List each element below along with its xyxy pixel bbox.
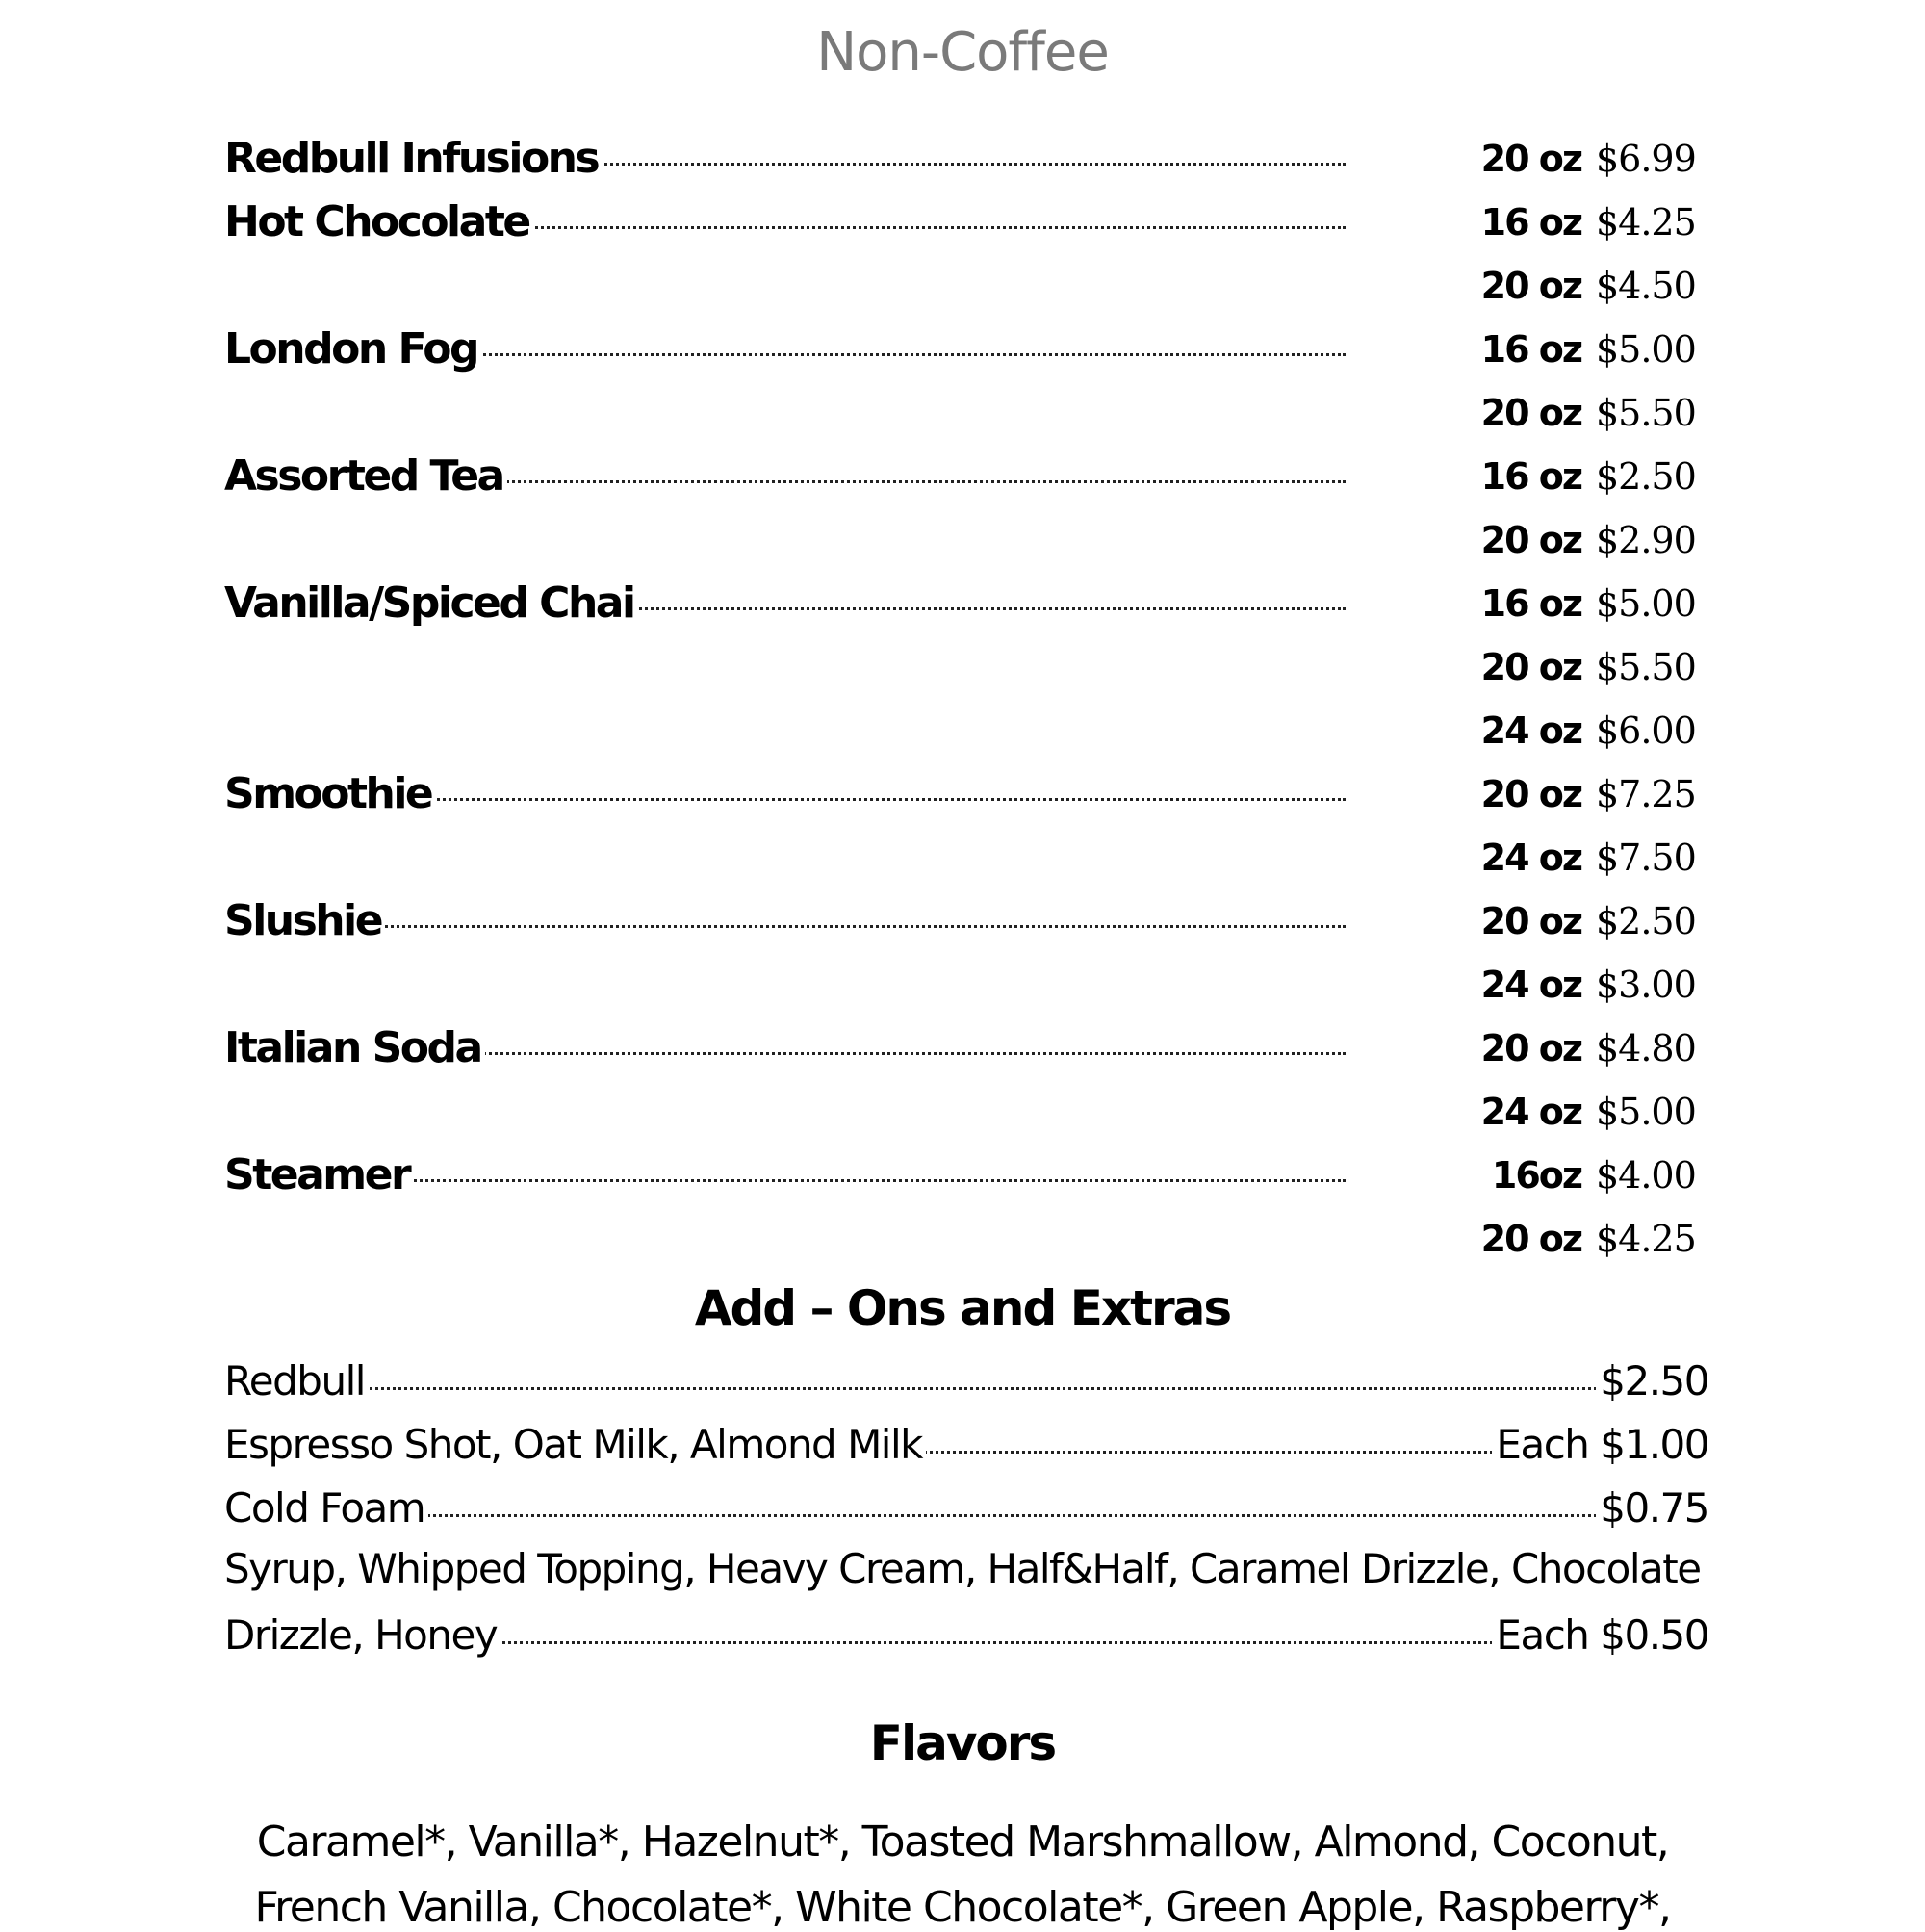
addon-name: Drizzle, Honey xyxy=(224,1607,500,1664)
menu-item-row xyxy=(224,765,1711,823)
menu-item-size: 16 oz xyxy=(1480,582,1581,625)
menu-item-size: 20 oz xyxy=(1480,138,1581,180)
dot-leader xyxy=(224,1387,1708,1390)
menu-item-name: Smoothie xyxy=(224,765,435,823)
menu-item-price: $4.25 xyxy=(1596,201,1696,244)
page-title: Non-Coffee xyxy=(816,21,1109,84)
menu-item-price: $4.50 xyxy=(1596,265,1696,307)
menu-item-size: 16 oz xyxy=(1480,201,1581,244)
menu-item-size-row xyxy=(224,829,1711,887)
menu-item-row xyxy=(224,130,1711,188)
menu-item-size-row xyxy=(224,384,1711,442)
menu-item-price: $3.00 xyxy=(1596,964,1696,1006)
menu-item-size-row xyxy=(224,511,1711,569)
menu-item-size: 20 oz xyxy=(1480,1218,1581,1260)
menu-item-row xyxy=(224,892,1711,950)
addon-price: Each $0.50 xyxy=(1492,1607,1708,1664)
menu-item-name: Vanilla/Spiced Chai xyxy=(224,575,638,632)
addon-name: Redbull xyxy=(224,1352,369,1410)
menu-item-name: Assorted Tea xyxy=(224,448,507,505)
addon-name: Espresso Shot, Oat Milk, Almond Milk xyxy=(224,1416,926,1474)
menu-item-row xyxy=(224,193,1711,251)
addon-name: Cold Foam xyxy=(224,1480,428,1537)
menu-item-price: $5.00 xyxy=(1596,582,1696,625)
menu-item-size: 20 oz xyxy=(1480,392,1581,434)
menu-item-price: $2.90 xyxy=(1596,519,1696,561)
menu-item-price: $6.00 xyxy=(1596,709,1696,752)
menu-item-size: 24 oz xyxy=(1480,964,1581,1006)
menu-item-price: $7.50 xyxy=(1596,837,1696,879)
menu-item-name: Hot Chocolate xyxy=(224,193,533,251)
menu-item-size-row xyxy=(224,638,1711,696)
flavors-line: Caramel*, Vanilla*, Hazelnut*, Toasted Marshmallow, Almond, Coconut, xyxy=(256,1817,1669,1867)
menu-item-price: $4.00 xyxy=(1596,1154,1696,1197)
menu-item-price: $4.25 xyxy=(1596,1218,1696,1260)
addon-item xyxy=(224,1416,1708,1474)
flavors-heading: Flavors xyxy=(869,1715,1056,1771)
menu-item-size: 16 oz xyxy=(1480,455,1581,498)
menu-item-size: 24 oz xyxy=(1480,1091,1581,1133)
addon-price: $2.50 xyxy=(1596,1352,1708,1410)
menu-item-size: 20 oz xyxy=(1480,1027,1581,1069)
addon-multiline-first: Syrup, Whipped Topping, Heavy Cream, Half&Half, Caramel Drizzle, Chocolate xyxy=(224,1545,1701,1592)
menu-item-size: 20 oz xyxy=(1480,265,1581,307)
menu-item-size-row xyxy=(224,956,1711,1014)
menu-item-size-row xyxy=(224,1210,1711,1268)
menu-item-price: $2.50 xyxy=(1596,900,1696,942)
menu-item-size: 16oz xyxy=(1491,1154,1581,1197)
menu-item-size: 20 oz xyxy=(1480,646,1581,688)
addon-item xyxy=(224,1352,1708,1410)
menu-item-size: 20 oz xyxy=(1480,519,1581,561)
menu-item-price: $6.99 xyxy=(1596,138,1696,180)
menu-item-name: Italian Soda xyxy=(224,1019,485,1077)
addons-heading: Add – Ons and Extras xyxy=(694,1280,1231,1336)
menu-item-row xyxy=(224,321,1711,378)
menu-item-row xyxy=(224,575,1711,632)
menu-item-price: $7.25 xyxy=(1596,773,1696,815)
menu-item-size-row xyxy=(224,257,1711,315)
menu-item-size: 20 oz xyxy=(1480,773,1581,815)
menu-item-size: 24 oz xyxy=(1480,709,1581,752)
menu-item-name: Redbull Infusions xyxy=(224,130,602,188)
menu-item-name: Steamer xyxy=(224,1146,413,1204)
flavors-line: French Vanilla, Chocolate*, White Chocolate*, Green Apple, Raspberry*, xyxy=(254,1883,1671,1932)
dot-leader xyxy=(224,1514,1708,1517)
menu-item-size-row xyxy=(224,702,1711,760)
menu-item-size: 20 oz xyxy=(1480,900,1581,942)
menu-item-row xyxy=(224,1146,1711,1204)
menu-item-row xyxy=(224,1019,1711,1077)
menu-item-price: $5.50 xyxy=(1596,646,1696,688)
menu-item-name: Slushie xyxy=(224,892,385,950)
menu-item-row xyxy=(224,448,1711,505)
menu-item-price: $4.80 xyxy=(1596,1027,1696,1069)
menu-item-size-row xyxy=(224,1083,1711,1141)
addon-item xyxy=(224,1480,1708,1537)
addon-item xyxy=(224,1607,1708,1664)
addon-price: Each $1.00 xyxy=(1492,1416,1708,1474)
menu-item-price: $5.00 xyxy=(1596,1091,1696,1133)
dot-leader xyxy=(224,925,1346,928)
menu-item-price: $5.50 xyxy=(1596,392,1696,434)
menu-item-size: 16 oz xyxy=(1480,328,1581,371)
menu-item-price: $2.50 xyxy=(1596,455,1696,498)
menu-item-name: London Fog xyxy=(224,321,481,378)
addon-price: $0.75 xyxy=(1596,1480,1708,1537)
menu-item-size: 24 oz xyxy=(1480,837,1581,879)
menu-item-price: $5.00 xyxy=(1596,328,1696,371)
